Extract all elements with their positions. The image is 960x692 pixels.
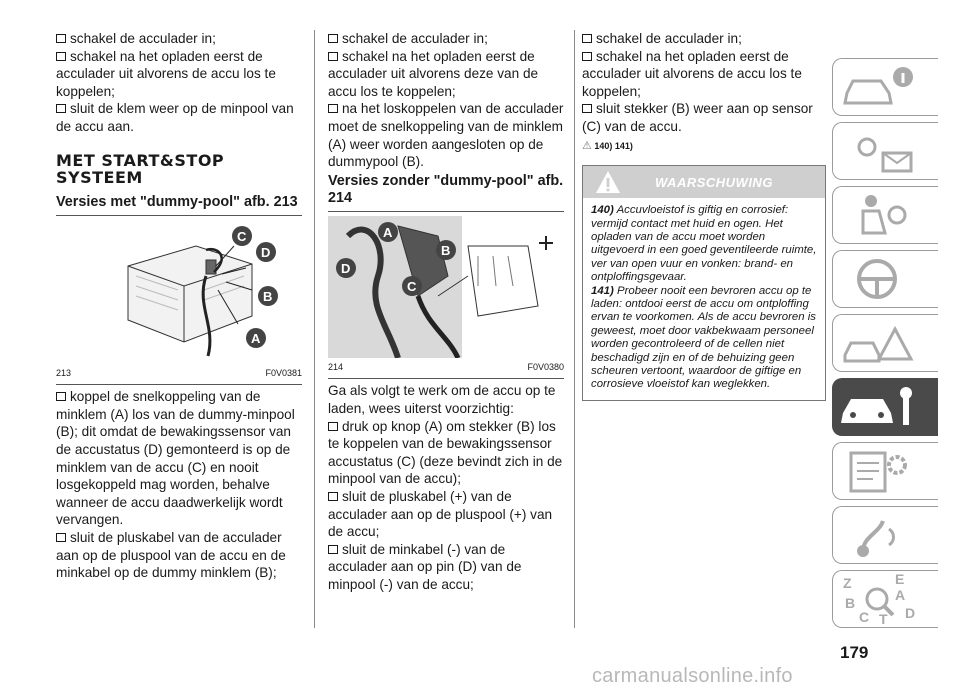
warning-title: WAARSCHUWING [655, 175, 773, 191]
column-1 [56, 30, 302, 582]
column-3 [582, 30, 826, 401]
figure-213 [56, 216, 302, 364]
figure-214 [328, 216, 564, 358]
warning-triangle-icon: ⚠ [582, 139, 592, 152]
bullet-item: sluit de klem weer op de minpool van de accu aan. [56, 101, 294, 134]
column-divider [314, 30, 315, 628]
warning-lights-mail-icon [833, 123, 923, 179]
warning-triangle-icon [595, 170, 621, 194]
bullet-item: schakel na het opladen eerst de acculader uit alvorens de accu los te koppelen; [56, 48, 276, 99]
car-wrench-icon [833, 379, 923, 435]
checkbox-bullet-icon [56, 533, 66, 542]
tab-warning-lights[interactable] [832, 122, 938, 180]
tab-maintenance[interactable] [832, 378, 938, 436]
bullet-item: koppel de snelkoppeling van de minklem (A) los van de dummy-minpool (B); dit omdat de bewakingssensor van de accustatus (D) gemonteerd is op de minklem van de accu (C) en nooit losgekoppeld mag worden, behalve wanneer de accu daadwerkelijk wordt vervangen. [56, 389, 295, 528]
checkbox-bullet-icon [56, 392, 66, 401]
warning-item: 140) Accuvloeistof is giftig en corrosief: vermijd contact met huid en ogen. Het opladen van de accu moet worden uitgevoerd in een goed geventileerde ruimte, ver van open vuur en vonken: brand- en ontploffingsgevaar. [591, 204, 817, 284]
checkbox-bullet-icon [582, 34, 592, 43]
tab-dashboard[interactable] [832, 58, 938, 116]
index-letter: E [895, 571, 905, 587]
bullet-item: sluit stekker (B) weer aan op sensor (C) van de accu. [582, 101, 813, 134]
tab-technical-data[interactable] [832, 442, 938, 500]
warning-body [583, 198, 825, 400]
reference-numbers: 140) 141) [594, 140, 633, 151]
checkbox-bullet-icon [56, 104, 66, 113]
figure-caption [56, 364, 302, 386]
bullet-item: sluit de pluskabel (+) van de acculader aan op de pluspool (+) van de accu; [328, 488, 553, 540]
page-number: 179 [840, 643, 869, 662]
bullet-item: na het loskoppelen van de acculader moet de snelkoppeling van de minklem (A) weer worden aangesloten op de dummypool (B). [328, 101, 564, 170]
index-letter: B [845, 595, 856, 611]
callout-label: D [261, 244, 271, 260]
figure-number: 213 [56, 367, 72, 378]
watermark: carmanualsonline.info [592, 665, 793, 687]
tab-index[interactable] [832, 570, 938, 628]
index-letter: Z [843, 575, 852, 591]
checkbox-bullet-icon [328, 34, 338, 43]
bullet-item: schakel de acculader in; [56, 30, 302, 48]
checkbox-bullet-icon [582, 104, 592, 113]
tab-starting-driving[interactable] [832, 250, 938, 308]
tab-emergency[interactable] [832, 314, 938, 372]
callout-label: B [441, 242, 451, 258]
bullet-item: schakel na het opladen eerst de acculader uit alvorens de accu los te koppelen; [582, 48, 802, 99]
figure-code: F0V0381 [265, 367, 302, 378]
bullet-item: schakel na het opladen eerst de acculader uit alvorens deze van de accu los te koppelen; [328, 48, 539, 99]
checkbox-bullet-icon [328, 492, 338, 501]
tab-safety[interactable] [832, 186, 938, 244]
checkbox-bullet-icon [328, 545, 338, 554]
callout-label: C [407, 278, 417, 294]
callout-label: A [251, 330, 261, 346]
index-letter: D [905, 605, 916, 621]
specs-gear-icon [833, 443, 923, 499]
warning-item: 141) Probeer nooit een bevroren accu op te laden: ontdooi eerst de accu om ontploffing ervan te voorkomen. Als de accu bevroren is geweest, moet door vakbekwaam personeel worden gecontroleerd of de cellen niet beschadigd zijn en of de behuizing geen scheuren vertoont, waardoor de giftige en corrosieve vloeistof kan weglekken. [591, 284, 816, 391]
bullet-item: schakel de acculader in; [582, 30, 826, 48]
checkbox-bullet-icon [56, 34, 66, 43]
warning-box [582, 165, 826, 401]
callout-label: D [341, 260, 351, 276]
checkbox-bullet-icon [56, 52, 66, 61]
index-letter: A [895, 587, 906, 603]
car-info-icon [833, 59, 923, 115]
index-letter: C [859, 609, 870, 625]
figure-number: 214 [328, 361, 344, 372]
paragraph: Ga als volgt te werk om de accu op te laden, wees uiterst voorzichtig: [328, 383, 556, 416]
bullet-item: sluit de pluskabel van de acculader aan op de pluspool van de accu en de minkabel op de dummy minklem (B); [56, 529, 286, 581]
subsection-heading: Versies met "dummy-pool" afb. 213 [56, 193, 298, 210]
checkbox-bullet-icon [328, 422, 338, 431]
battery-photo-illustration [328, 216, 564, 358]
subsection-heading: Versies zonder "dummy-pool" afb. 214 [328, 172, 564, 206]
figure-code: F0V0380 [527, 361, 564, 372]
callout-label: C [237, 228, 247, 244]
heading-rule [328, 211, 564, 212]
steering-wheel-icon [833, 251, 923, 307]
bullet-item: sluit de minkabel (-) van de acculader aan op pin (D) van de minpool (-) van de accu; [328, 541, 522, 592]
index-letter: T [879, 611, 888, 627]
warning-reference [582, 138, 826, 156]
multimedia-icon [833, 507, 923, 563]
checkbox-bullet-icon [328, 104, 338, 113]
section-heading: MET START&STOP SYSTEEM [56, 150, 225, 187]
bullet-item: schakel de acculader in; [328, 30, 564, 48]
warning-header [583, 166, 825, 198]
checkbox-bullet-icon [328, 52, 338, 61]
column-2 [328, 30, 564, 593]
airbag-seat-icon [833, 187, 923, 243]
callout-label: A [383, 224, 393, 240]
tab-multimedia[interactable] [832, 506, 938, 564]
bullet-item: druk op knop (A) om stekker (B) los te koppelen van de bewakingssensor accustatus (C) (deze bevindt zich in de minpool van de accu); [328, 418, 563, 487]
figure-caption [328, 358, 564, 380]
column-divider [574, 30, 575, 628]
callout-label: B [263, 288, 273, 304]
checkbox-bullet-icon [582, 52, 592, 61]
roadside-warning-icon [833, 315, 923, 371]
